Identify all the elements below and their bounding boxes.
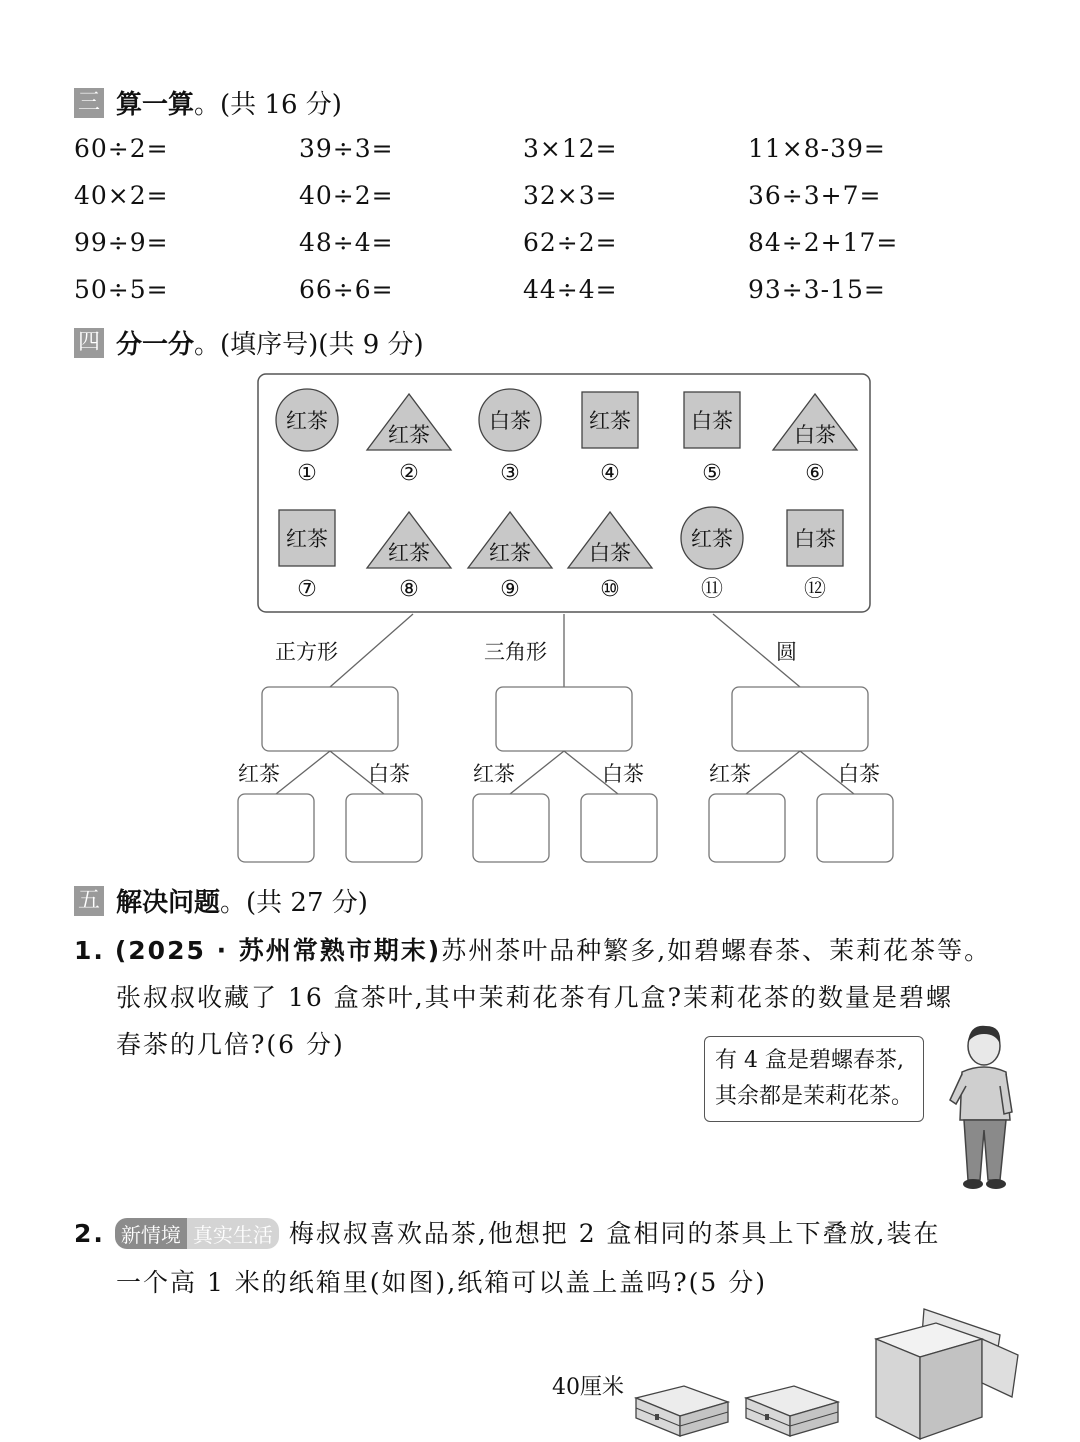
section4-score: 。(填序号)(共 9 分)	[194, 330, 424, 360]
tag-new-context: 新情境	[115, 1218, 187, 1249]
answer-box-square-white[interactable]	[346, 794, 422, 862]
sub-line	[276, 751, 330, 794]
answer-box-triangle-white[interactable]	[581, 794, 657, 862]
tea-item-circle	[479, 389, 541, 486]
answer-box-triangle[interactable]	[496, 687, 632, 751]
section5-title	[74, 882, 368, 919]
branch-line-square	[330, 614, 413, 687]
tea-item-label: 白茶	[691, 409, 733, 433]
equation: 62÷2=	[523, 228, 618, 257]
q1-number: 1.	[74, 936, 105, 965]
equation: 32×3=	[523, 181, 618, 210]
equation: 39÷3=	[299, 134, 394, 163]
sub-label-white: 白茶	[838, 762, 880, 786]
q1-text1: 苏州茶叶品种繁多,如碧螺春茶、茉莉花茶等。	[441, 936, 992, 965]
equation: 44÷4=	[523, 275, 618, 304]
tag-real-life: 真实生活	[187, 1218, 279, 1249]
tea-item-label: 白茶	[589, 541, 631, 565]
equation: 3×12=	[523, 134, 618, 163]
sub-label-white: 白茶	[368, 762, 410, 786]
items-container	[258, 374, 870, 612]
section3-score: 。(共 16 分)	[194, 90, 342, 120]
tea-item-number: ⑪	[700, 577, 724, 602]
sub-line	[510, 751, 564, 794]
equation: 48÷4=	[299, 228, 394, 257]
items-layer	[276, 389, 857, 602]
tea-item-triangle	[367, 394, 451, 486]
tea-item-number: ②	[399, 461, 419, 486]
section5-score: 。(共 27 分)	[220, 888, 368, 918]
section3-badge: 三	[74, 88, 104, 118]
tea-item-number: ③	[500, 461, 520, 486]
category-label-square: 正方形	[275, 640, 338, 664]
tea-item-number: ⑨	[500, 577, 520, 602]
equation: 99÷9=	[74, 228, 169, 257]
tea-item-label: 白茶	[489, 409, 531, 433]
box-height-label: 40厘米	[552, 1375, 624, 1400]
answer-box-circle[interactable]	[732, 687, 868, 751]
answer-box-square[interactable]	[262, 687, 398, 751]
tea-item-label: 白茶	[794, 423, 836, 447]
q1-line3: 春茶的几倍?(6 分)	[116, 1030, 345, 1059]
tea-item-label: 红茶	[589, 409, 631, 433]
tea-item-number: ⑫	[803, 577, 827, 602]
equation: 66÷6=	[299, 275, 394, 304]
q1-source: (2025 · 苏州常熟市期末)	[114, 936, 442, 965]
equation: 40×2=	[74, 181, 169, 210]
q2-number: 2.	[74, 1219, 105, 1248]
q2-text1: 梅叔叔喜欢品茶,他想把 2 盒相同的茶具上下叠放,装在	[288, 1219, 941, 1248]
q2-line2: 一个高 1 米的纸箱里(如图),纸箱可以盖上盖吗?(5 分)	[116, 1268, 768, 1297]
tea-item-square	[582, 392, 638, 486]
answer-box-circle-red[interactable]	[709, 794, 785, 862]
tea-item-triangle	[568, 512, 652, 602]
sub-label-red: 红茶	[238, 762, 280, 786]
equation: 84÷2+17=	[748, 228, 899, 257]
tea-item-number: ⑦	[297, 577, 317, 602]
tea-item-circle	[681, 507, 743, 602]
speech-bubble	[704, 1036, 924, 1122]
tea-box-icon	[740, 1380, 840, 1440]
tea-box-icon	[630, 1380, 730, 1440]
cardboard-box-icon	[872, 1305, 1022, 1441]
tea-item-triangle	[468, 512, 552, 602]
tea-item-number: ⑤	[702, 461, 722, 486]
tea-item-square	[279, 510, 335, 602]
tea-item-number: ⑧	[399, 577, 419, 602]
section5-heading: 解决问题	[116, 888, 221, 918]
tea-item-number: ⑥	[805, 461, 825, 486]
tea-item-label: 红茶	[286, 409, 328, 433]
bubble-line2: 其余都是茉莉花茶。	[715, 1084, 914, 1109]
equation: 60÷2=	[74, 134, 169, 163]
sub-label-red: 红茶	[473, 762, 515, 786]
tea-item-number: ①	[297, 461, 317, 486]
equation: 93÷3-15=	[748, 275, 886, 304]
tea-item-triangle	[773, 394, 857, 486]
bubble-line1: 有 4 盒是碧螺春茶,	[715, 1048, 904, 1073]
section5-badge: 五	[74, 886, 104, 916]
boy-illustration-icon	[940, 1020, 1030, 1195]
equation: 36÷3+7=	[748, 181, 882, 210]
tea-item-number: ⑩	[600, 577, 620, 602]
tea-item-triangle	[367, 512, 451, 602]
q1-line1	[74, 931, 991, 967]
sub-label-red: 红茶	[709, 762, 751, 786]
category-label-triangle: 三角形	[484, 640, 547, 664]
answer-box-square-red[interactable]	[238, 794, 314, 862]
tea-item-label: 红茶	[691, 527, 733, 551]
sub-line	[746, 751, 800, 794]
equation: 50÷5=	[74, 275, 169, 304]
tea-item-label: 白茶	[794, 527, 836, 551]
tea-item-square	[684, 392, 740, 486]
equation: 11×8-39=	[748, 134, 886, 163]
tea-item-label: 红茶	[286, 527, 328, 551]
tea-item-label: 红茶	[388, 541, 430, 565]
tea-item-square	[787, 510, 843, 602]
category-label-circle: 圆	[776, 640, 797, 664]
sub-label-white: 白茶	[602, 762, 644, 786]
tea-item-circle	[276, 389, 338, 486]
tea-item-number: ④	[600, 461, 620, 486]
q1-line2: 张叔叔收藏了 16 盒茶叶,其中茉莉花茶有几盒?茉莉花茶的数量是碧螺	[116, 983, 954, 1012]
answer-box-circle-white[interactable]	[817, 794, 893, 862]
q2-line1	[74, 1214, 941, 1250]
section4-heading: 分一分	[116, 330, 195, 360]
section4-badge: 四	[74, 328, 104, 358]
equation: 40÷2=	[299, 181, 394, 210]
tea-item-label: 红茶	[489, 541, 531, 565]
section3-heading: 算一算	[116, 90, 195, 120]
answer-box-triangle-red[interactable]	[473, 794, 549, 862]
tea-item-label: 红茶	[388, 423, 430, 447]
